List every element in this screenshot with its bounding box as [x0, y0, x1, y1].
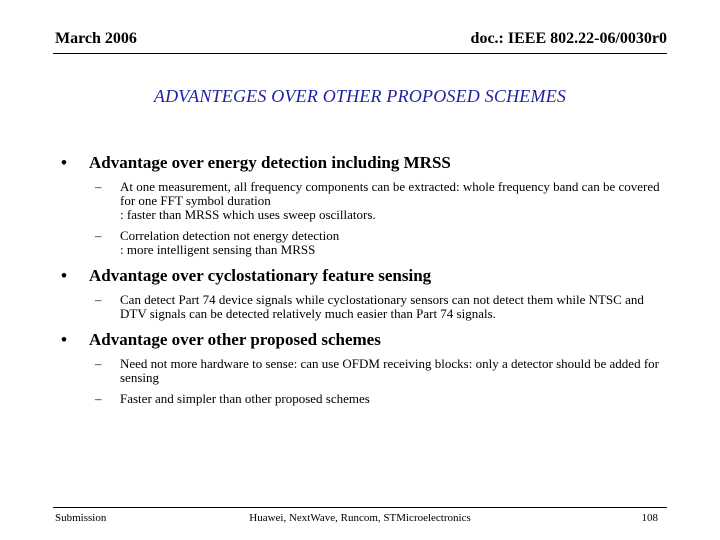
bullet-item	[55, 265, 665, 287]
bullet-icon: •	[61, 266, 67, 285]
bullet-text: Advantage over other proposed schemes	[89, 330, 381, 349]
sub-item	[55, 357, 665, 385]
dash-icon: –	[95, 292, 102, 307]
sub-list	[55, 293, 665, 321]
footer-authors: Huawei, NextWave, Runcom, STMicroelectronics	[249, 512, 471, 524]
sub-list	[55, 357, 665, 406]
bullet-icon: •	[61, 330, 67, 349]
sub-text-continuation: : more intelligent sensing than MRSS	[120, 242, 316, 257]
bullet-item	[55, 329, 665, 351]
bullet-icon: •	[61, 153, 67, 172]
dash-icon: –	[95, 391, 102, 406]
footer-rule	[53, 507, 667, 508]
sub-list	[55, 180, 665, 257]
header-doc-id: doc.: IEEE 802.22-06/0030r0	[470, 30, 667, 47]
header-date: March 2006	[55, 30, 137, 47]
dash-icon: –	[95, 179, 102, 194]
sub-item	[55, 392, 665, 406]
dash-icon: –	[95, 356, 102, 371]
footer-submission: Submission	[55, 512, 107, 524]
bullet-text: Advantage over cyclostationary feature sensing	[89, 266, 432, 285]
bullet-text: Advantage over energy detection including MRSS	[89, 153, 451, 172]
page-number: 108	[641, 512, 658, 524]
dash-icon: –	[95, 228, 102, 243]
sub-text: Can detect Part 74 device signals while cyclostationary sensors can not detect them while NTSC and DTV signals can be detected relatively much easier than Part 74 signals.	[120, 292, 644, 321]
slide-title: ADVANTEGES OVER OTHER PROPOSED SCHEMES	[153, 86, 567, 106]
bullet-item	[55, 152, 665, 174]
slide-content	[55, 152, 665, 414]
sub-text: Need not more hardware to sense: can use OFDM receiving blocks: only a detector should be added for sensing	[120, 356, 659, 385]
sub-item	[55, 229, 665, 257]
sub-text: Correlation detection not energy detection	[120, 228, 340, 243]
sub-text: At one measurement, all frequency components can be extracted: whole frequency band can be covered for one FFT symbol duration	[120, 179, 660, 208]
sub-text: Faster and simpler than other proposed schemes	[120, 391, 370, 406]
sub-item	[55, 180, 665, 222]
sub-text-continuation: : faster than MRSS which uses sweep oscillators.	[120, 207, 376, 222]
sub-item	[55, 293, 665, 321]
header-rule	[53, 53, 667, 54]
